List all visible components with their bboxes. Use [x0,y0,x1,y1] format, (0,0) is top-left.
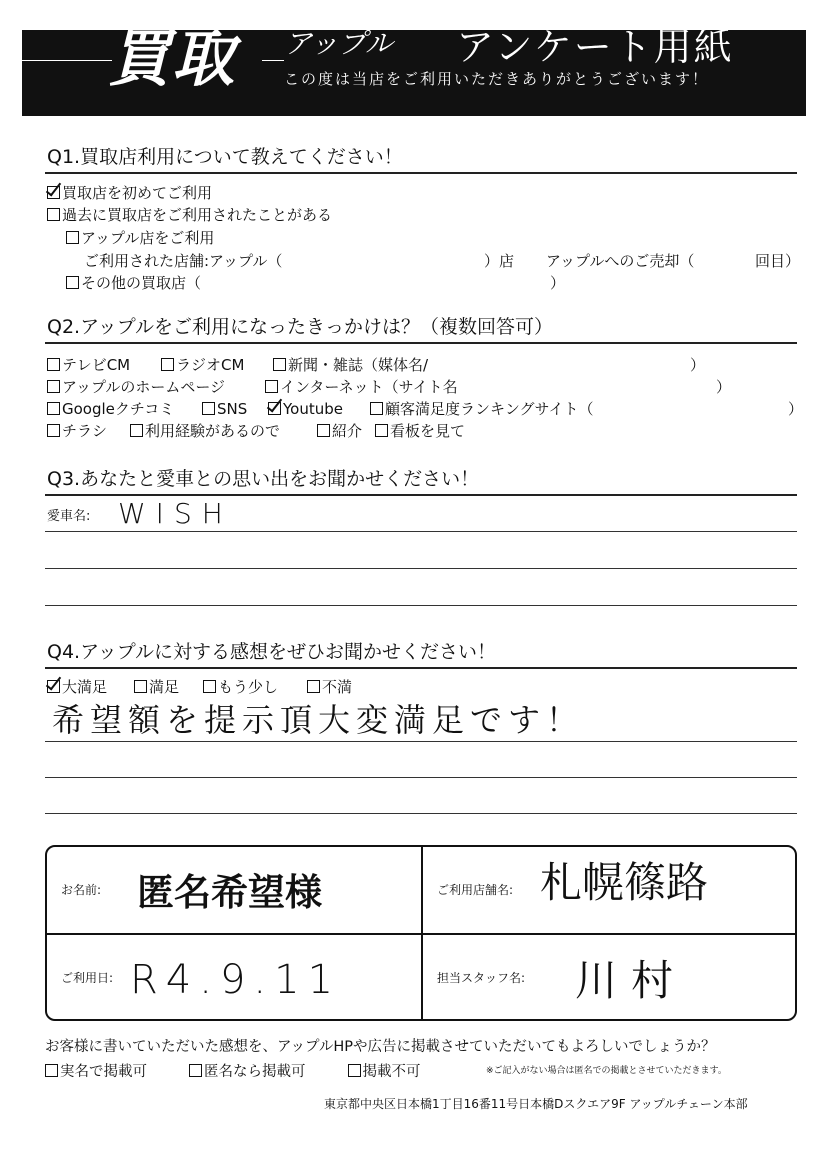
q2-title: Q2.アップルをご利用になったきっかけは？（複数回答可） [47,316,553,338]
q3-rule [45,494,797,496]
header-title: アンケート用紙 [456,25,734,69]
q1-option-apple-label: アップル店をご利用 [81,229,215,247]
checkbox[interactable] [265,380,278,393]
q4-dissatisfied-label: 不満 [322,678,353,696]
q2-signboard-label: 看板を見て [390,422,466,440]
apple-logo: アップル [284,27,393,60]
checkbox[interactable] [375,424,388,437]
q1-store-label: ご利用された店舗:アップル（ [84,252,283,270]
q3-car-value[interactable]: WISH [118,497,233,530]
q4-very-satisfied-label: 大満足 [62,678,108,696]
q3-title: Q3.あなたと愛車との思い出をお聞かせください！ [47,468,480,490]
checkbox[interactable] [47,358,60,371]
q4-line-2 [45,777,797,778]
q4-bit-more-label: もう少し [218,678,279,696]
q2-radio-label: ラジオCM [176,356,245,374]
q2-option-signboard[interactable] [375,424,465,439]
q3-line-1 [45,531,797,532]
checkbox[interactable] [189,1064,202,1077]
q3-line-2 [45,568,797,569]
checkbox[interactable] [47,380,60,393]
footer-not-allowed-label: 掲載不可 [362,1064,421,1080]
q4-line-3 [45,813,797,814]
q1-option-apple[interactable] [66,231,214,246]
info-box-divider-v [421,845,423,1021]
checkbox-checked[interactable] [268,402,281,415]
q2-option-news[interactable] [273,358,428,373]
q2-tv-label: テレビCM [62,356,131,374]
q2-experience-label: 利用経験があるので [145,422,281,440]
q2-option-experience[interactable] [130,424,280,439]
q2-google-label: Googleクチコミ [62,400,175,418]
q4-satisfied-label: 満足 [149,678,180,696]
checkbox[interactable] [307,680,320,693]
q1-option-past-label: 過去に買取店をご利用されたことがある [62,206,333,224]
checkbox[interactable] [66,231,79,244]
checkbox[interactable] [134,680,147,693]
q1-option-other[interactable] [66,276,201,291]
q3-line-3 [45,605,797,606]
q2-ranking-close: ） [788,400,804,418]
header-rule-mid [262,60,284,61]
q4-option-very-satisfied[interactable] [47,680,107,695]
name-value[interactable]: 匿名希望様 [137,871,322,914]
footer-option-anonymous[interactable] [189,1064,306,1080]
q2-option-homepage[interactable] [47,380,225,395]
q1-rule [45,172,797,174]
footer-address: 東京都中央区日本橋1丁目16番11号日本橋Dスクエア9F アップルチェーン本部 [324,1097,748,1111]
q2-internet-label: インターネット（サイト名 [280,378,458,396]
checkbox[interactable] [317,424,330,437]
checkbox[interactable] [370,402,383,415]
q2-news-close: ） [690,356,706,374]
q2-rule [45,342,797,344]
checkbox[interactable] [273,358,286,371]
q2-flyer-label: チラシ [62,422,108,440]
q2-referral-label: 紹介 [332,422,363,440]
q2-option-ranking[interactable] [370,402,594,417]
checkbox[interactable] [130,424,143,437]
q2-youtube-label: Youtube [283,400,343,418]
checkbox[interactable] [161,358,174,371]
q4-rule [45,667,797,669]
footer-real-name-label: 実名で掲載可 [60,1064,147,1080]
q1-option-other-label: その他の買取店（ [81,274,202,292]
checkbox[interactable] [66,276,79,289]
q1-sale-label: アップルへのご売却（ [546,252,695,270]
checkbox[interactable] [45,1064,58,1077]
q1-other-suffix: ） [550,274,566,292]
name-label: お名前: [61,883,102,897]
q3-car-label: 愛車名: [47,509,91,524]
header-rule-left [22,60,112,61]
footer-question: お客様に書いていただいた感想を、アップルHPや広告に掲載させていただいてもよろしいでしょうか？ [45,1039,716,1055]
q1-option-first-label: 買取店を初めてご利用 [62,184,213,202]
checkbox-checked[interactable] [47,680,60,693]
q2-option-youtube[interactable] [268,402,343,417]
q4-title: Q4.アップルに対する感想をぜひお聞かせください！ [47,641,496,663]
q4-option-dissatisfied[interactable] [307,680,352,695]
q2-option-radio[interactable] [161,358,244,373]
checkbox[interactable] [47,208,60,221]
header-kaitori: 買取 [108,22,237,95]
q2-homepage-label: アップルのホームページ [62,378,226,396]
q2-option-flyer[interactable] [47,424,107,439]
store-value[interactable]: 札幌篠路 [540,858,709,907]
checkbox[interactable] [348,1064,361,1077]
q2-option-internet[interactable] [265,380,458,395]
footer-option-real-name[interactable] [45,1064,147,1080]
footer-anonymous-label: 匿名なら掲載可 [204,1064,306,1080]
header-subtitle: この度は当店をご利用いただきありがとうございます！ [284,70,710,88]
staff-label: 担当スタッフ名: [437,971,526,985]
q4-comment[interactable]: 希望額を提示頂大変満足です！ [52,701,585,739]
q1-option-first[interactable] [47,186,212,201]
q4-line-1 [45,741,797,742]
q2-internet-close: ） [716,378,732,396]
q1-sale-suffix: 回目） [755,252,801,270]
store-label: ご利用店舗名: [437,883,514,897]
checkbox[interactable] [47,424,60,437]
q1-store-suffix: ）店 [484,252,515,270]
date-label: ご利用日: [61,971,114,985]
checkbox[interactable] [202,402,215,415]
footer-options [45,1064,421,1080]
q2-option-tv[interactable] [47,358,130,373]
q2-option-google[interactable] [47,402,174,417]
q2-option-sns[interactable] [202,402,247,417]
q4-option-satisfied[interactable] [134,680,179,695]
checkbox-checked[interactable] [47,186,60,199]
footer-option-not-allowed[interactable] [348,1064,421,1080]
date-value[interactable]: R4.9.11 [130,957,342,1003]
q2-sns-label: SNS [217,400,248,418]
q4-option-bit-more[interactable] [203,680,278,695]
q2-ranking-label: 顧客満足度ランキングサイト（ [385,400,594,418]
checkbox[interactable] [203,680,216,693]
q1-option-past[interactable] [47,208,332,223]
checkbox[interactable] [47,402,60,415]
q2-news-label: 新聞・雑誌（媒体名/ [288,356,429,374]
q2-option-referral[interactable] [317,424,362,439]
staff-value[interactable]: 川村 [575,956,688,1005]
footer-note: ※ご記入がない場合は匿名での掲載とさせていただきます。 [486,1066,727,1076]
q1-title: Q1.買取店利用について教えてください！ [47,146,403,168]
